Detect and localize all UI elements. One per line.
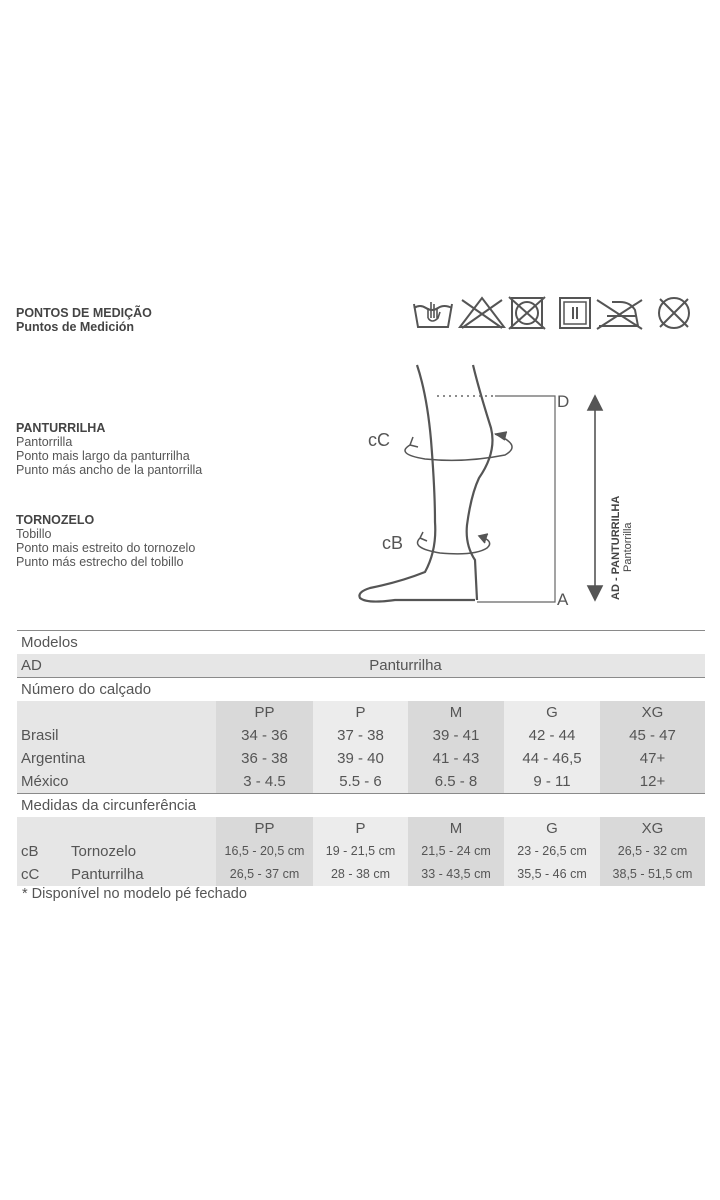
care-icons [412,294,702,330]
size-cell: 9 - 11 [504,770,600,794]
size-cell: 45 - 47 [600,724,705,747]
leg-measurement-diagram [355,360,655,610]
height-bracket [477,396,555,602]
ankle-desc-pt: Ponto mais estreito do tornozelo [16,541,196,555]
size-header: P [313,817,408,840]
shoe-size-header [17,701,705,724]
ankle-desc-es: Punto más estrecho del tobillo [16,555,184,569]
circ-label: Tornozelo [67,840,216,863]
measure-title: PONTOS DE MEDIÇÃO [16,306,152,320]
size-header: PP [216,817,313,840]
leg-outline [359,365,492,602]
size-cell: 3 - 4.5 [216,770,313,794]
circ-cell: 35,5 - 46 cm [504,863,600,886]
shoe-title-row [17,678,705,702]
d-label: D [557,392,570,411]
size-cell: 47+ [600,747,705,770]
circ-title: Medidas da circunferência [17,794,705,818]
circ-cell: 23 - 26,5 cm [504,840,600,863]
cb-arrow-icon [418,532,490,554]
size-cell: 41 - 43 [408,747,504,770]
size-cell: 6.5 - 8 [408,770,504,794]
footnote: * Disponível no modelo pé fechado [22,886,247,902]
table-row [17,840,705,863]
shoe-title: Número do calçado [17,678,705,702]
country-label: Argentina [17,747,216,770]
circ-size-header [17,817,705,840]
size-header: G [504,817,600,840]
a-label: A [557,590,569,609]
dry-flat-icon [560,298,590,328]
circ-cell: 33 - 43,5 cm [408,863,504,886]
calf-title: PANTURRILHA [16,421,106,435]
size-cell: 42 - 44 [504,724,600,747]
size-header: M [408,817,504,840]
no-bleach-icon [460,298,504,328]
size-cell: 34 - 36 [216,724,313,747]
circ-title-row [17,794,705,818]
size-cell: 5.5 - 6 [313,770,408,794]
circ-code: cC [17,863,67,886]
circ-code: cB [17,840,67,863]
size-header: PP [216,701,313,724]
calf-desc-es: Punto más ancho de la pantorrilla [16,463,203,477]
country-label: México [17,770,216,794]
size-header: M [408,701,504,724]
ankle-subtitle: Tobillo [16,527,52,541]
hand-wash-icon [414,302,452,327]
ad-row [17,654,705,678]
ankle-title: TORNOZELO [16,513,95,527]
table-row [17,747,705,770]
size-header: XG [600,701,705,724]
circ-cell: 28 - 38 cm [313,863,408,886]
measure-subtitle: Puntos de Medición [16,320,135,334]
no-iron-icon [597,300,642,329]
calf-subtitle: Pantorrilla [16,435,73,449]
size-cell: 36 - 38 [216,747,313,770]
circ-label: Panturrilha [67,863,216,886]
table-row [17,770,705,794]
cc-arrow-icon [405,432,512,460]
height-arrow-icon [588,396,602,600]
ad-label: AD - PANTURRILHA [610,495,622,600]
no-dry-clean-icon [659,298,689,328]
cc-label: cC [368,430,390,450]
circ-cell: 26,5 - 32 cm [600,840,705,863]
cb-label: cB [382,533,404,553]
circ-cell: 21,5 - 24 cm [408,840,504,863]
ad-value-cell: Panturrilha [216,654,705,678]
modelos-row [17,631,705,655]
size-cell: 39 - 41 [408,724,504,747]
size-cell: 39 - 40 [313,747,408,770]
size-table [17,630,705,886]
circ-cell: 38,5 - 51,5 cm [600,863,705,886]
size-header: XG [600,817,705,840]
size-cell: 44 - 46,5 [504,747,600,770]
modelos-label: Modelos [17,631,705,655]
no-tumble-dry-icon [509,297,545,329]
circ-cell: 16,5 - 20,5 cm [216,840,313,863]
circ-cell: 19 - 21,5 cm [313,840,408,863]
calf-desc-pt: Ponto mais largo da panturrilha [16,449,190,463]
country-label: Brasil [17,724,216,747]
circ-cell: 26,5 - 37 cm [216,863,313,886]
ad-sublabel: Pantorrilla [622,522,634,572]
size-cell: 37 - 38 [313,724,408,747]
ad-label-cell: AD [17,654,216,678]
size-cell: 12+ [600,770,705,794]
table-row [17,863,705,886]
size-header: G [504,701,600,724]
table-row [17,724,705,747]
size-header: P [313,701,408,724]
